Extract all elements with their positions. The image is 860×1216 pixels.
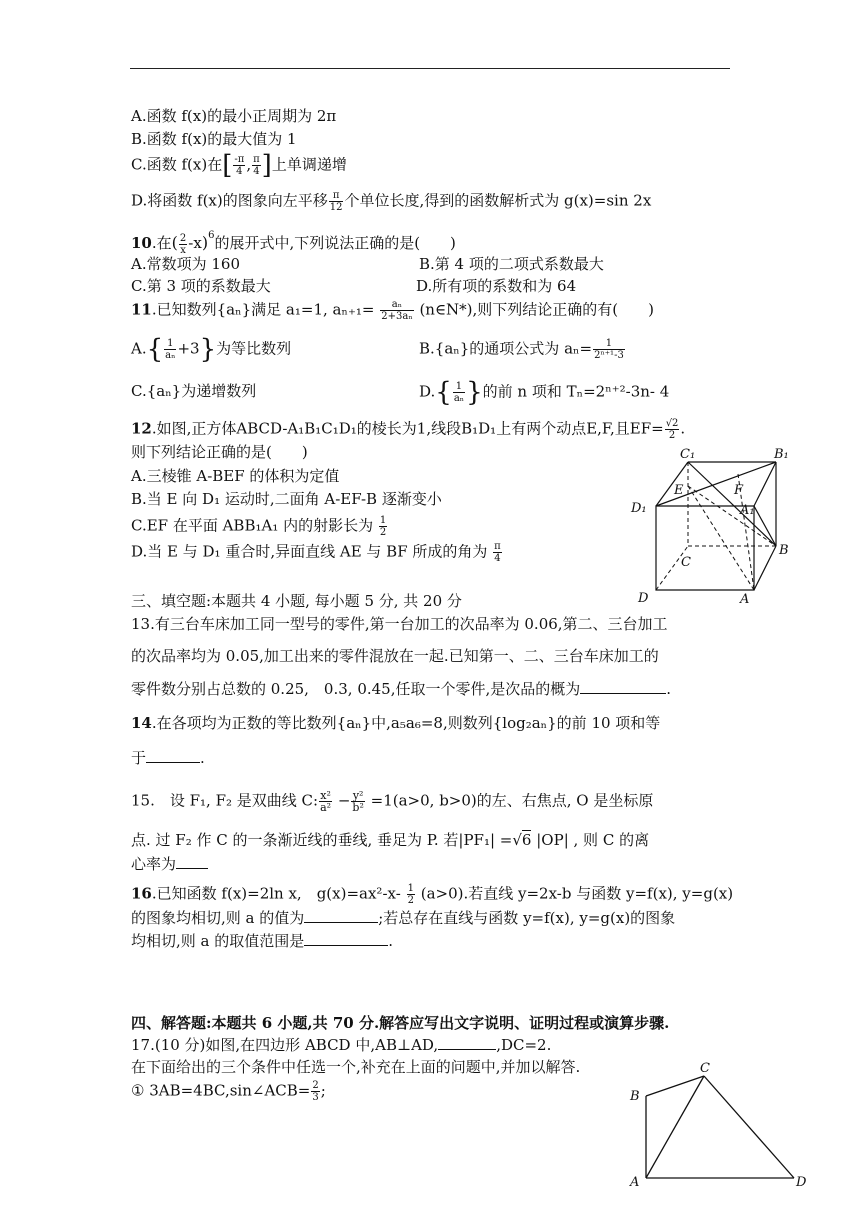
quadrilateral-figure: [624, 1056, 814, 1194]
label-c: C: [700, 1061, 710, 1076]
q12-stem-line1: 12.如图,正方体ABCD-A₁B₁C₁D₁的棱长为1,线段B₁D₁上有两个动点E,F,且EF= $\frac{√2}{2}$ .: [131, 418, 686, 441]
q10-stem: 10.在( $\frac{2}{x}$ -x)$^6$的展开式中,下列说法正确的是( ): [131, 230, 456, 256]
frac-2-over-x: $\frac{2}{x}$: [179, 232, 187, 256]
label-c1: C₁: [680, 447, 696, 462]
q12-option-a: A.三棱锥 A-BEF 的体积为定值: [131, 467, 340, 485]
q9-option-b: B.函数 f(x)的最大值为 1: [131, 130, 297, 148]
label-a1: A₁: [740, 503, 755, 518]
label-d: D: [796, 1175, 807, 1190]
q12-option-b: B.当 E 向 D₁ 运动时,二面角 A-EF-B 逐渐变小: [131, 490, 442, 508]
section-4-heading: 四、解答题:本题共 6 小题,共 70 分.解答应写出文字说明、证明过程或演算步骤.: [131, 1014, 670, 1032]
label-b: B: [779, 543, 789, 558]
q11-option-d: D.{ $\frac{1}{\text{aₙ}}$ }的前 n 项和 Tₙ=2ⁿ⁺²-3n- 4: [419, 377, 670, 408]
q15-line2: 点. 过 F₂ 作 C 的一条渐近线的垂线, 垂足为 P. 若|PF₁| =√6 |OP| , 则 C 的离: [131, 831, 650, 849]
q9-option-c-text: C.函数 f(x)在: [131, 155, 223, 174]
q16-line3: 均相切,则 a 的取值范围是 .: [131, 932, 394, 950]
top-rule: [130, 68, 730, 69]
frac-pi-4: $\frac{\pi}{4}$: [253, 154, 260, 177]
q15-line1: 15. 设 F₁, F₂ 是双曲线 C: $\frac{\text{x²}}{\text{a²}}$ − $\frac{\text{y²}}{\text{b²}}$ =1(a>0, b>0)的左、右焦点, O 是坐标原: [131, 789, 654, 814]
q9-option-c: C.函数 f(x)在[ $\frac{-\pi}{4}$ , $\frac{\pi}{4}$ ]上单调递增: [131, 150, 347, 181]
q13-answer-blank: [580, 693, 666, 694]
q11-option-a: A.{ $\frac{1}{\text{aₙ}}$ +3}为等比数列: [131, 334, 292, 365]
q12-stem-line2: 则下列结论正确的是( ): [131, 443, 308, 461]
q12-option-d: D.当 E 与 D₁ 重合时,异面直线 AE 与 BF 所成的角为 $\frac{\pi}{4}$: [131, 541, 501, 564]
label-b1: B₁: [774, 447, 789, 462]
q17-condition-1: ① 3AB=4BC,sin∠ACB= $\frac{2}{3}$ ;: [131, 1080, 326, 1103]
q16-answer-blank-2: [304, 945, 388, 946]
label-f: F: [734, 483, 744, 498]
section-3-heading: 三、填空题:本题共 4 小题, 每小题 5 分, 共 20 分: [131, 592, 462, 610]
q11-option-c: C.{aₙ}为递增数列: [131, 382, 257, 400]
q17-line2: 在下面给出的三个条件中任选一个,补充在上面的问题中,并加以解答.: [131, 1058, 581, 1076]
q14-answer-blank: [146, 762, 200, 763]
q10-option-c: C.第 3 项的系数最大: [131, 277, 271, 295]
cube-figure: [628, 446, 800, 608]
q16-line2: 的图象均相切,则 a 的值为 ;若总存在直线与函数 y=f(x), y=g(x)的图象: [131, 909, 676, 927]
q13-line2: 的次品率均为 0.05,加工出来的零件混放在一起.已知第一、二、三台车床加工的: [131, 647, 659, 665]
q11-stem: 11.已知数列{aₙ}满足 a₁=1, aₙ₊₁= $\frac{\text{aₙ}}{\text{2+3aₙ}}$ (n∈N*),则下列结论正确的有( ): [131, 299, 655, 322]
q11-option-b: B.{aₙ}的通项公式为 aₙ= $\frac{1}{\text{2ⁿ⁺¹-3}}$: [419, 338, 624, 361]
label-e: E: [674, 483, 684, 498]
q17-line1: 17.(10 分)如图,在四边形 ABCD 中,AB⊥AD, ,DC=2.: [131, 1036, 552, 1054]
q10-option-b: B.第 4 项的二项式系数最大: [419, 255, 604, 273]
frac-minus-pi-4: $\frac{-\pi}{4}$: [234, 154, 245, 177]
q16-answer-blank-1: [304, 922, 378, 923]
label-a: A: [630, 1175, 640, 1190]
label-d1: D₁: [631, 501, 647, 516]
frac-recurrence: $\frac{\text{aₙ}}{\text{2+3aₙ}}$: [381, 299, 413, 322]
q17-answer-blank: [438, 1049, 496, 1050]
label-c: C: [681, 555, 691, 570]
q15-line3: 心率为: [131, 854, 208, 874]
q16-line1: 16.已知函数 f(x)=2ln x, g(x)=ax²-x- $\frac{1}{2}$ (a>0).若直线 y=2x-b 与函数 y=f(x), y=g(x): [131, 883, 734, 906]
q13-line1: 13.有三台车床加工同一型号的零件,第一台加工的次品率为 0.06,第二、三台加工: [131, 615, 668, 633]
label-a: A: [740, 592, 750, 607]
q10-option-d: D.所有项的系数和为 64: [416, 277, 577, 295]
q9-option-d: D.将函数 f(x)的图象向左平移 $\frac{\pi}{12}$ 个单位长度,得到的函数解析式为 g(x)=sin 2x: [131, 190, 652, 213]
frac-pi-12: $\frac{\pi}{12}$: [329, 190, 343, 213]
label-d: D: [638, 591, 649, 606]
q15-answer-blank: [176, 868, 208, 869]
q12-option-c: C.EF 在平面 ABB₁A₁ 内的射影长为 $\frac{1}{2}$: [131, 515, 387, 538]
q9-option-c-text-end: 上单调递增: [271, 155, 347, 174]
q10-option-a: A.常数项为 160: [131, 255, 240, 273]
q13-line3: 零件数分别占总数的 0.25, 0.3, 0.45,任取一个零件,是次品的概为 .: [131, 680, 672, 698]
q9-option-a: A.函数 f(x)的最小正周期为 2π: [131, 107, 337, 125]
q14-line1: 14.在各项均为正数的等比数列{aₙ}中,a₅a₆=8,则数列{log₂aₙ}的前 10 项和等: [131, 714, 661, 732]
label-b: B: [630, 1089, 640, 1104]
q14-line2: 于 .: [131, 749, 205, 767]
